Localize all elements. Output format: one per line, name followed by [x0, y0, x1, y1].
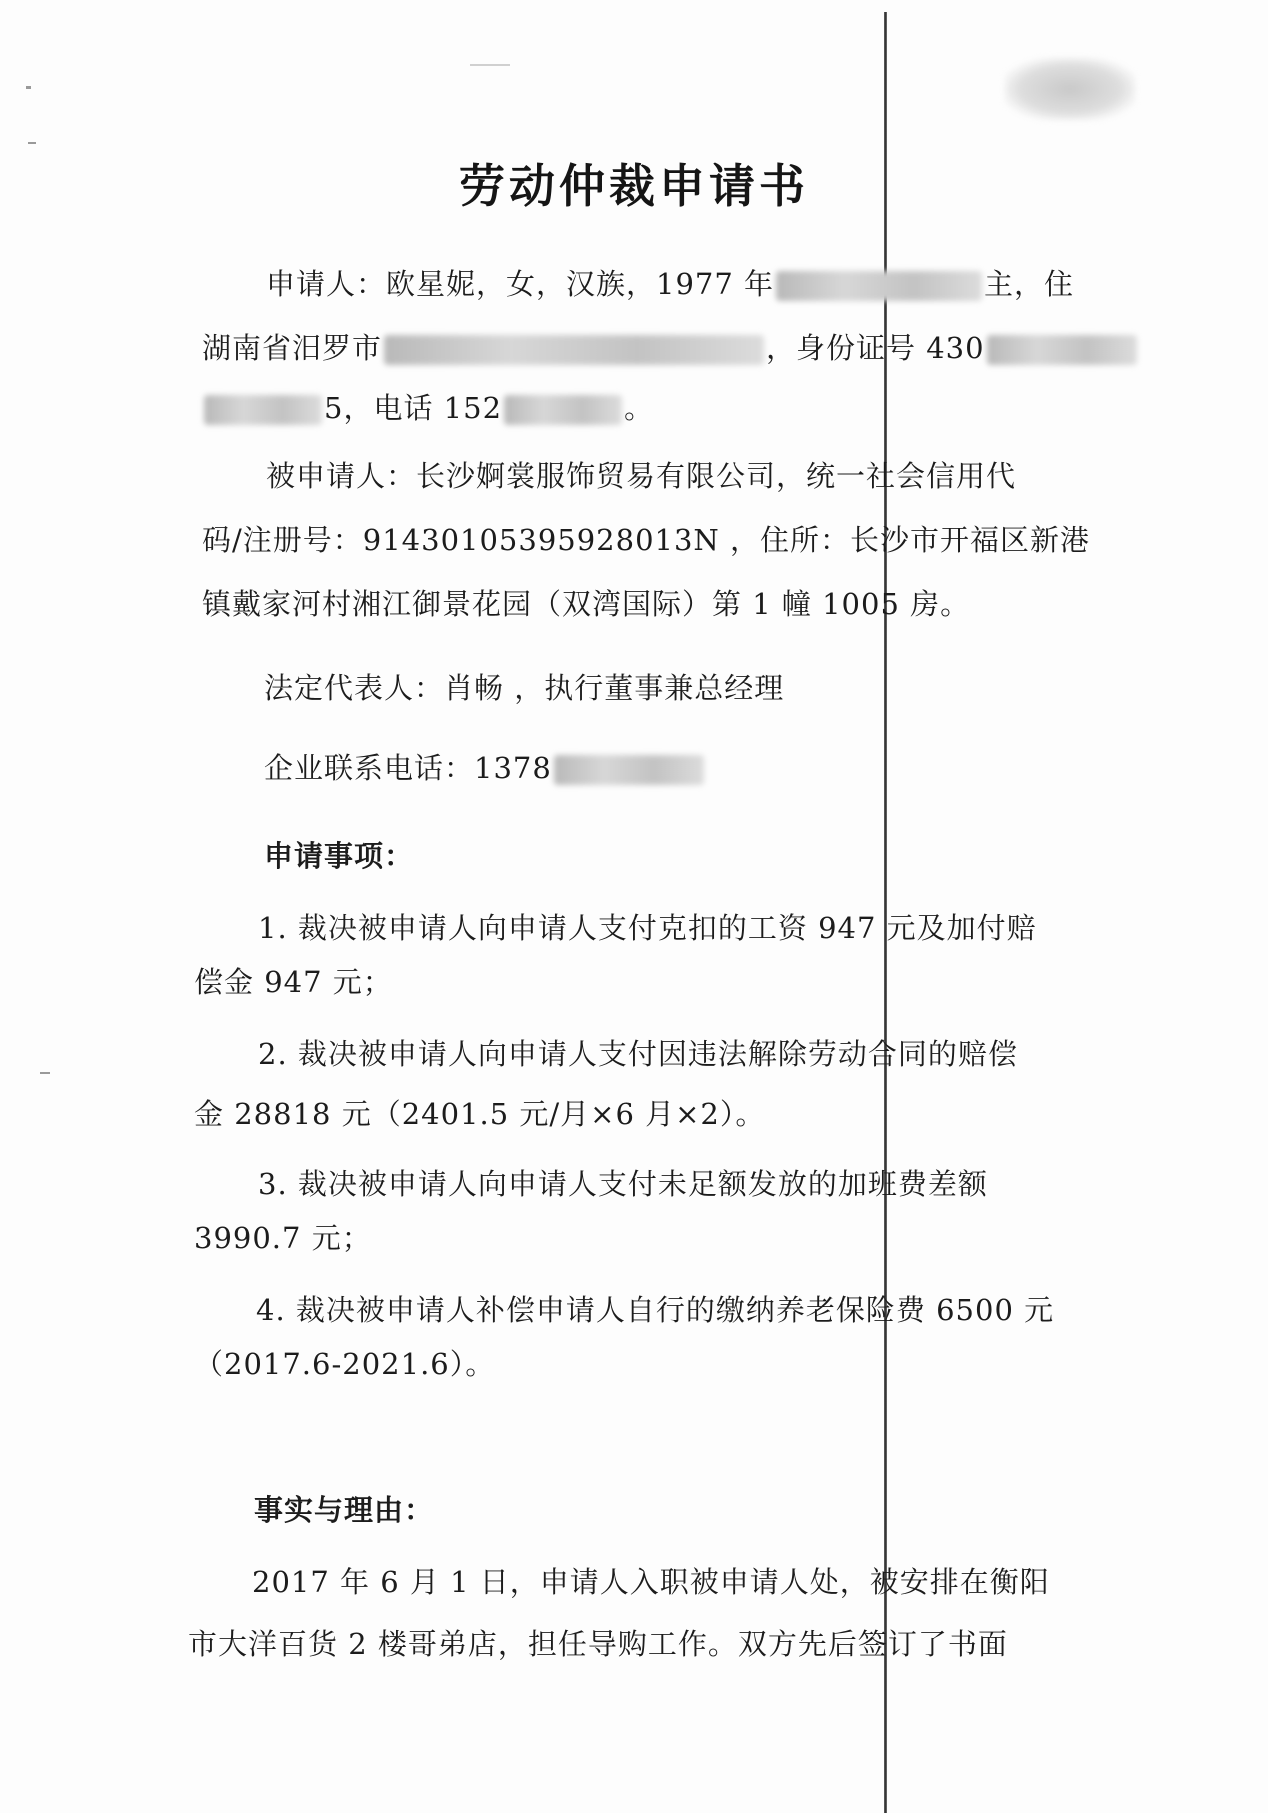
- claim-4-line-2: （2017.6-2021.6）。: [194, 1347, 496, 1381]
- redaction-address: [384, 335, 764, 365]
- redaction-company-phone: [554, 755, 704, 785]
- respondent-line-3: 镇戴家河村湘江御景花园（双湾国际）第 1 幢 1005 房。: [202, 587, 971, 621]
- scan-speck: [40, 1072, 50, 1074]
- scan-speck: [28, 142, 36, 144]
- claim-1-line-1: 1. 裁决被申请人向申请人支付克扣的工资 947 元及加付赔: [258, 911, 1037, 945]
- document-title: 劳动仲裁申请书: [459, 159, 809, 213]
- redaction-birthdate: [776, 271, 982, 301]
- facts-heading: 事实与理由：: [254, 1493, 435, 1527]
- redaction-phone: [504, 395, 622, 425]
- claims-heading: 申请事项：: [264, 839, 415, 873]
- scan-speck: [26, 86, 31, 89]
- claim-2-line-2: 金 28818 元（2401.5 元/月×6 月×2）。: [194, 1097, 766, 1131]
- claim-3-line-2: 3990.7 元；: [194, 1221, 372, 1255]
- redacted-stamp: [1005, 58, 1135, 120]
- applicant-line-1: 申请人：欧星妮，女，汉族，1977 年 主，住: [266, 267, 1075, 301]
- scan-speck: [470, 64, 510, 66]
- legal-representative: 法定代表人：肖畅 ，执行董事兼总经理: [264, 671, 785, 705]
- facts-line-1: 2017 年 6 月 1 日，申请人入职被申请人处，被安排在衡阳: [252, 1565, 1050, 1599]
- facts-line-2: 市大洋百货 2 楼哥弟店，担任导购工作。双方先后签订了书面: [188, 1627, 1008, 1661]
- redaction-id-number: [987, 335, 1137, 365]
- claim-1-line-2: 偿金 947 元；: [194, 965, 393, 999]
- claim-2-line-1: 2. 裁决被申请人向申请人支付因违法解除劳动合同的赔偿: [258, 1037, 1018, 1071]
- respondent-line-1: 被申请人：长沙婀裳服饰贸易有限公司，统一社会信用代: [266, 459, 1017, 493]
- redaction-id-number-end: [204, 395, 322, 425]
- applicant-line-2: 湖南省汨罗市 ，身份证号 430: [202, 328, 1139, 368]
- claim-4-line-1: 4. 裁决被申请人补偿申请人自行的缴纳养老保险费 6500 元: [256, 1293, 1055, 1327]
- respondent-line-2: 码/注册号：91430105395928013N ，住所：长沙市开福区新港: [202, 523, 1091, 557]
- company-phone: 企业联系电话：1378: [264, 748, 706, 788]
- applicant-line-3: 5，电话 152 。: [202, 388, 654, 428]
- claim-3-line-1: 3. 裁决被申请人向申请人支付未足额发放的加班费差额: [258, 1167, 988, 1201]
